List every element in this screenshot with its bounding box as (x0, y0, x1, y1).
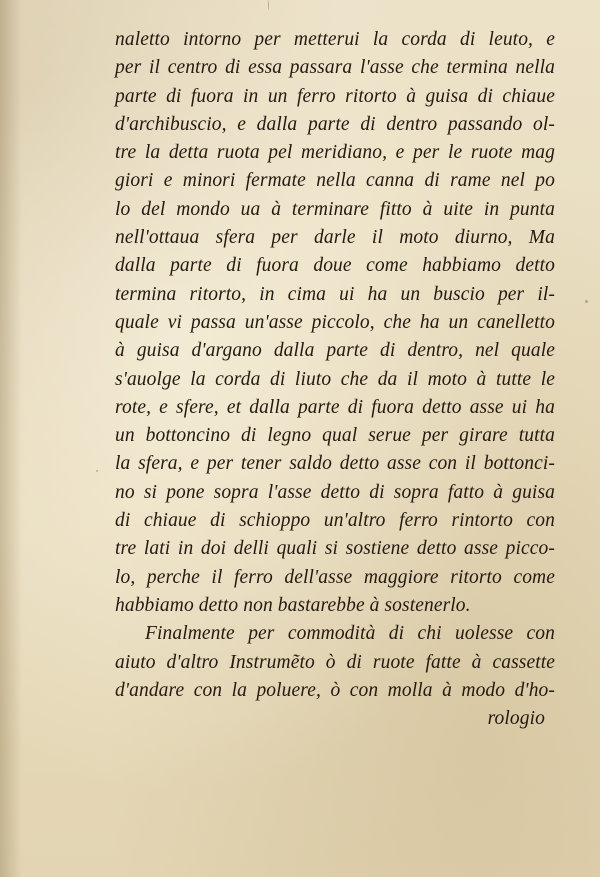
text-line: di chiaue di schioppo un'altro ferro rintorto con (115, 510, 555, 532)
text-line: naletto intorno per metterui la corda di leuto, e (115, 29, 555, 50)
text-line: d'archibuscio, e dalla parte di dentro passando ol- (115, 113, 555, 135)
text-line: termina ritorto, in cima ui ha un buscio per il- (115, 283, 555, 305)
text-line: giori e minori fermate nella canna di rame nel po (115, 170, 555, 192)
text-line: per il centro di essa passara l'asse che termina nella (115, 57, 555, 79)
text-line: d'andare con la poluere, ò con molla à modo d'ho- (115, 679, 555, 701)
text-line: nell'ottaua sfera per darle il moto diurno, Ma (115, 227, 555, 249)
text-line: parte di fuora in un ferro ritorto à guisa di chiaue (115, 85, 555, 107)
text-line: s'auolge la corda di liuto che da il moto à tutte le (115, 368, 555, 390)
text-line: à guisa d'argano dalla parte di dentro, nel quale (115, 340, 555, 362)
text-line: quale vi passa un'asse piccolo, che ha un canelletto (115, 311, 555, 333)
page-text (115, 26, 555, 733)
text-line: tre lati in doi delli quali si sostiene detto asse picco- (115, 538, 555, 560)
text-line: lo del mondo ua à terminare fitto à uite in punta (115, 198, 555, 220)
catchword: rologio (487, 708, 545, 730)
paragraph-start-line: Finalmente per commodità di chi uolesse con (145, 623, 555, 645)
text-line: aiuto d'altro Instrumẽto ò di ruote fatte à cassette (115, 651, 555, 673)
binding-shadow (0, 0, 22, 877)
text-line: un bottoncino di legno qual serue per girare tutta (115, 425, 555, 447)
text-line: lo, perche il ferro dell'asse maggiore ritorto come (115, 566, 555, 588)
text-line: no si pone sopra l'asse detto di sopra fatto à guisa (115, 481, 555, 503)
text-line: habbiamo detto non bastarebbe à sostenerlo. (115, 594, 471, 616)
text-line: rote, e sfere, et dalla parte di fuora detto asse ui ha (115, 396, 555, 418)
text-line: tre la detta ruota pel meridiano, e per le ruote mag (115, 142, 555, 164)
text-line: la sfera, e per tener saldo detto asse con il bottonci- (115, 453, 555, 475)
text-line: dalla parte di fuora doue come habbiamo detto (115, 255, 555, 277)
